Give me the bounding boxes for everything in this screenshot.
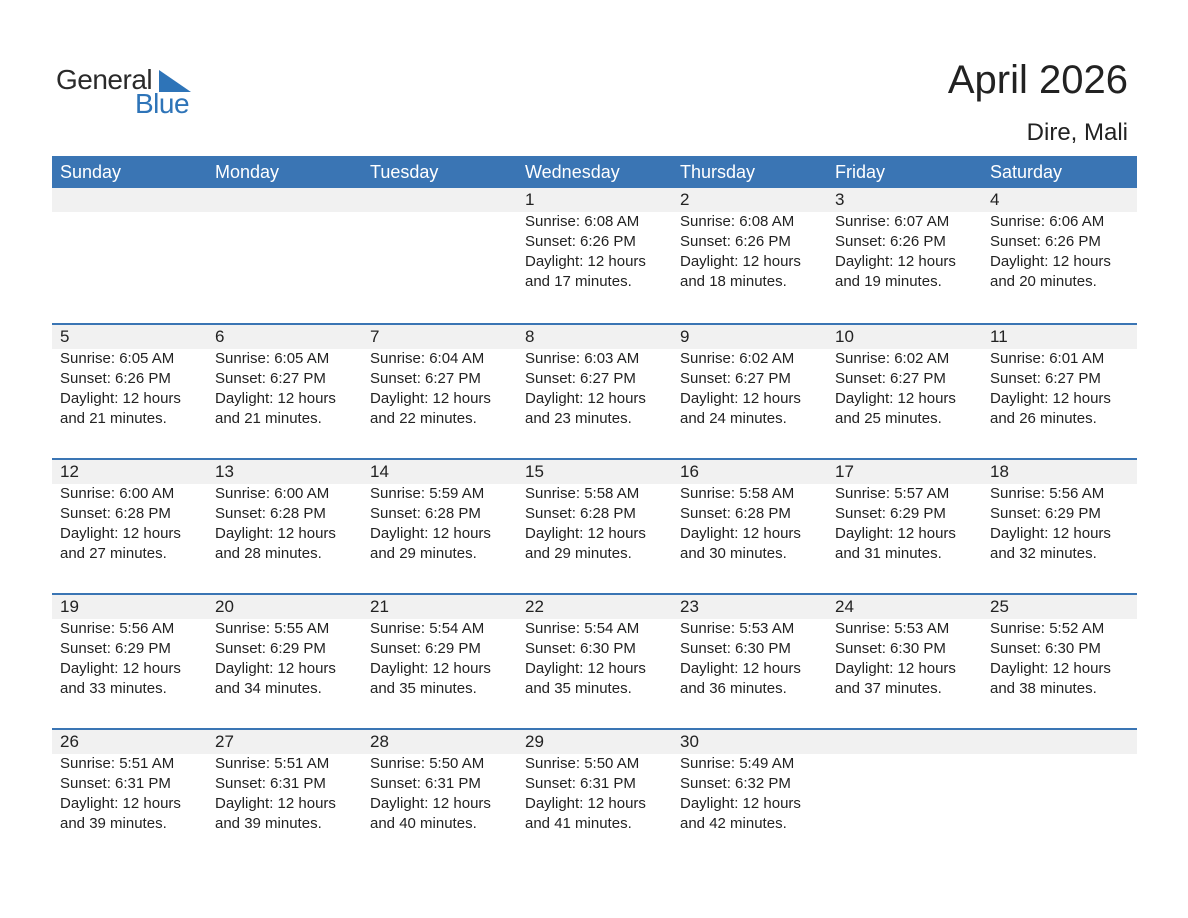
weekday-thursday: Thursday [680, 162, 756, 182]
day-cell [827, 188, 982, 292]
sunrise-text: Sunrise: 5:53 AM [680, 620, 795, 637]
sunrise-text: Sunrise: 6:07 AM [835, 213, 950, 230]
sunrise-text: Sunrise: 5:50 AM [370, 755, 485, 772]
sunset-text: Sunset: 6:27 PM [990, 370, 1101, 387]
daylight-minutes-text: and 41 minutes. [525, 815, 632, 832]
sunrise-text: Sunrise: 6:01 AM [990, 350, 1105, 367]
sunset-text: Sunset: 6:26 PM [525, 233, 636, 250]
day-number: 22 [525, 597, 544, 616]
empty-day-cell [982, 730, 1137, 834]
daylight-text: Daylight: 12 hours [370, 660, 491, 677]
daylight-text: Daylight: 12 hours [525, 390, 646, 407]
sunrise-text: Sunrise: 5:56 AM [990, 485, 1105, 502]
day-number: 10 [835, 327, 854, 346]
daylight-minutes-text: and 39 minutes. [60, 815, 167, 832]
sunset-text: Sunset: 6:29 PM [215, 640, 326, 657]
daylight-minutes-text: and 30 minutes. [680, 545, 787, 562]
sunrise-text: Sunrise: 5:50 AM [525, 755, 640, 772]
sunrise-text: Sunrise: 5:51 AM [215, 755, 330, 772]
weekday-saturday: Saturday [990, 162, 1063, 182]
week-row [52, 728, 1137, 863]
sunset-text: Sunset: 6:26 PM [60, 370, 171, 387]
daylight-text: Daylight: 12 hours [525, 795, 646, 812]
daylight-text: Daylight: 12 hours [60, 525, 181, 542]
sunrise-text: Sunrise: 6:03 AM [525, 350, 640, 367]
day-cell [207, 730, 362, 834]
sunrise-text: Sunrise: 6:06 AM [990, 213, 1105, 230]
daylight-minutes-text: and 42 minutes. [680, 815, 787, 832]
sunrise-text: Sunrise: 5:57 AM [835, 485, 950, 502]
week-days [52, 730, 1137, 834]
weekday-header [52, 156, 1137, 188]
sunrise-text: Sunrise: 5:54 AM [370, 620, 485, 637]
daylight-minutes-text: and 27 minutes. [60, 545, 167, 562]
day-number: 11 [990, 327, 1008, 346]
daylight-text: Daylight: 12 hours [990, 390, 1111, 407]
day-cell [362, 460, 517, 564]
day-number: 20 [215, 597, 234, 616]
day-cell [517, 460, 672, 564]
day-cell [207, 595, 362, 699]
sunset-text: Sunset: 6:26 PM [835, 233, 946, 250]
location-label: Dire, Mali [1026, 119, 1128, 146]
daylight-text: Daylight: 12 hours [525, 660, 646, 677]
sunset-text: Sunset: 6:29 PM [835, 505, 946, 522]
day-cell [362, 595, 517, 699]
sunrise-text: Sunrise: 6:05 AM [215, 350, 330, 367]
empty-day-cell [207, 188, 362, 292]
day-cell [207, 325, 362, 429]
sunset-text: Sunset: 6:32 PM [680, 775, 791, 792]
sunset-text: Sunset: 6:31 PM [370, 775, 481, 792]
week-row [52, 458, 1137, 593]
day-cell [827, 325, 982, 429]
daylight-minutes-text: and 39 minutes. [215, 815, 322, 832]
daylight-text: Daylight: 12 hours [525, 525, 646, 542]
day-number: 7 [370, 327, 380, 346]
day-number: 12 [60, 462, 79, 481]
daylight-minutes-text: and 28 minutes. [215, 545, 322, 562]
sunset-text: Sunset: 6:30 PM [680, 640, 791, 657]
sunset-text: Sunset: 6:31 PM [525, 775, 636, 792]
day-cell [672, 730, 827, 834]
sunset-text: Sunset: 6:28 PM [370, 505, 481, 522]
sunrise-text: Sunrise: 5:52 AM [990, 620, 1105, 637]
daylight-text: Daylight: 12 hours [990, 660, 1111, 677]
logo-text-blue: Blue [135, 88, 190, 119]
day-number: 18 [990, 462, 1009, 481]
weekday-sunday: Sunday [60, 162, 122, 182]
day-cell [517, 188, 672, 292]
daylight-minutes-text: and 34 minutes. [215, 680, 322, 697]
sunset-text: Sunset: 6:30 PM [525, 640, 636, 657]
sunrise-text: Sunrise: 5:54 AM [525, 620, 640, 637]
daylight-text: Daylight: 12 hours [680, 253, 801, 270]
day-cell [52, 460, 207, 564]
week-days [52, 325, 1137, 429]
day-number: 14 [370, 462, 389, 481]
daylight-text: Daylight: 12 hours [60, 795, 181, 812]
page-title: April 2026 [947, 58, 1128, 102]
day-number: 17 [835, 462, 854, 481]
day-number: 4 [990, 190, 1000, 209]
day-number: 6 [215, 327, 225, 346]
daylight-text: Daylight: 12 hours [835, 525, 956, 542]
sunrise-text: Sunrise: 5:49 AM [680, 755, 795, 772]
daylight-minutes-text: and 26 minutes. [990, 410, 1097, 427]
daylight-text: Daylight: 12 hours [680, 390, 801, 407]
daylight-minutes-text: and 40 minutes. [370, 815, 477, 832]
daylight-minutes-text: and 21 minutes. [215, 410, 322, 427]
day-number: 8 [525, 327, 535, 346]
daylight-text: Daylight: 12 hours [215, 660, 336, 677]
day-number: 28 [370, 732, 389, 751]
sunrise-text: Sunrise: 6:04 AM [370, 350, 485, 367]
daylight-text: Daylight: 12 hours [215, 390, 336, 407]
sunrise-text: Sunrise: 5:59 AM [370, 485, 485, 502]
day-cell [982, 460, 1137, 564]
day-cell [517, 595, 672, 699]
daylight-minutes-text: and 21 minutes. [60, 410, 167, 427]
sunset-text: Sunset: 6:31 PM [60, 775, 171, 792]
daylight-text: Daylight: 12 hours [835, 660, 956, 677]
weeks-container [52, 188, 1137, 863]
daylight-minutes-text: and 31 minutes. [835, 545, 942, 562]
sunset-text: Sunset: 6:29 PM [370, 640, 481, 657]
day-number: 26 [60, 732, 79, 751]
daylight-minutes-text: and 25 minutes. [835, 410, 942, 427]
day-cell [827, 460, 982, 564]
sunrise-text: Sunrise: 6:00 AM [60, 485, 175, 502]
daylight-minutes-text: and 23 minutes. [525, 410, 632, 427]
day-cell [517, 325, 672, 429]
daylight-minutes-text: and 35 minutes. [370, 680, 477, 697]
empty-day-cell [52, 188, 207, 292]
sunset-text: Sunset: 6:29 PM [60, 640, 171, 657]
day-number: 21 [370, 597, 389, 616]
sunset-text: Sunset: 6:28 PM [680, 505, 791, 522]
day-number: 13 [215, 462, 234, 481]
sunset-text: Sunset: 6:28 PM [525, 505, 636, 522]
day-cell [52, 325, 207, 429]
sunrise-text: Sunrise: 5:56 AM [60, 620, 175, 637]
sunrise-text: Sunrise: 6:02 AM [680, 350, 795, 367]
daylight-minutes-text: and 35 minutes. [525, 680, 632, 697]
day-cell [207, 460, 362, 564]
daylight-minutes-text: and 33 minutes. [60, 680, 167, 697]
sunrise-text: Sunrise: 5:53 AM [835, 620, 950, 637]
day-cell [672, 188, 827, 292]
weekday-tuesday: Tuesday [370, 162, 439, 182]
sunrise-text: Sunrise: 6:05 AM [60, 350, 175, 367]
daylight-text: Daylight: 12 hours [680, 525, 801, 542]
week-row [52, 188, 1137, 323]
day-cell [827, 595, 982, 699]
day-cell [672, 325, 827, 429]
sunset-text: Sunset: 6:28 PM [60, 505, 171, 522]
sunset-text: Sunset: 6:27 PM [680, 370, 791, 387]
daylight-minutes-text: and 36 minutes. [680, 680, 787, 697]
sunrise-text: Sunrise: 6:00 AM [215, 485, 330, 502]
sunrise-text: Sunrise: 6:08 AM [680, 213, 795, 230]
week-days [52, 460, 1137, 564]
day-number: 3 [835, 190, 845, 209]
day-number: 30 [680, 732, 699, 751]
week-row [52, 593, 1137, 728]
sunrise-text: Sunrise: 5:55 AM [215, 620, 330, 637]
daylight-text: Daylight: 12 hours [990, 253, 1111, 270]
day-number: 9 [680, 327, 690, 346]
daylight-minutes-text: and 29 minutes. [370, 545, 477, 562]
daylight-minutes-text: and 24 minutes. [680, 410, 787, 427]
day-number: 16 [680, 462, 699, 481]
daylight-text: Daylight: 12 hours [835, 390, 956, 407]
day-number: 24 [835, 597, 854, 616]
daylight-text: Daylight: 12 hours [680, 795, 801, 812]
sunrise-text: Sunrise: 6:02 AM [835, 350, 950, 367]
daylight-minutes-text: and 29 minutes. [525, 545, 632, 562]
day-cell [982, 325, 1137, 429]
daylight-minutes-text: and 19 minutes. [835, 273, 942, 290]
empty-day-cell [827, 730, 982, 834]
day-cell [672, 595, 827, 699]
sunset-text: Sunset: 6:30 PM [835, 640, 946, 657]
day-cell [52, 730, 207, 834]
daylight-text: Daylight: 12 hours [215, 525, 336, 542]
daylight-minutes-text: and 17 minutes. [525, 273, 632, 290]
day-number: 1 [525, 190, 535, 209]
sunset-text: Sunset: 6:27 PM [370, 370, 481, 387]
day-number: 25 [990, 597, 1009, 616]
sunset-text: Sunset: 6:26 PM [990, 233, 1101, 250]
weekday-friday: Friday [835, 162, 886, 182]
empty-day-cell [362, 188, 517, 292]
day-number: 29 [525, 732, 544, 751]
daylight-text: Daylight: 12 hours [60, 660, 181, 677]
daylight-minutes-text: and 20 minutes. [990, 273, 1097, 290]
week-days [52, 188, 1137, 292]
weekday-monday: Monday [215, 162, 280, 182]
daylight-text: Daylight: 12 hours [60, 390, 181, 407]
sunset-text: Sunset: 6:30 PM [990, 640, 1101, 657]
sunset-text: Sunset: 6:27 PM [215, 370, 326, 387]
daylight-minutes-text: and 38 minutes. [990, 680, 1097, 697]
daylight-text: Daylight: 12 hours [990, 525, 1111, 542]
day-cell [982, 188, 1137, 292]
daylight-text: Daylight: 12 hours [370, 795, 491, 812]
sunset-text: Sunset: 6:27 PM [835, 370, 946, 387]
day-cell [362, 325, 517, 429]
week-row [52, 323, 1137, 458]
daylight-text: Daylight: 12 hours [215, 795, 336, 812]
daylight-text: Daylight: 12 hours [525, 253, 646, 270]
day-cell [982, 595, 1137, 699]
day-number: 23 [680, 597, 699, 616]
daylight-minutes-text: and 18 minutes. [680, 273, 787, 290]
sunset-text: Sunset: 6:29 PM [990, 505, 1101, 522]
calendar-grid [52, 156, 1137, 863]
sunrise-text: Sunrise: 5:51 AM [60, 755, 175, 772]
weekday-wednesday: Wednesday [525, 162, 620, 182]
daylight-text: Daylight: 12 hours [370, 525, 491, 542]
day-number: 15 [525, 462, 544, 481]
sunrise-text: Sunrise: 6:08 AM [525, 213, 640, 230]
day-cell [517, 730, 672, 834]
sunset-text: Sunset: 6:26 PM [680, 233, 791, 250]
daylight-text: Daylight: 12 hours [680, 660, 801, 677]
sunset-text: Sunset: 6:28 PM [215, 505, 326, 522]
daylight-minutes-text: and 37 minutes. [835, 680, 942, 697]
daylight-minutes-text: and 22 minutes. [370, 410, 477, 427]
daylight-text: Daylight: 12 hours [835, 253, 956, 270]
daylight-minutes-text: and 32 minutes. [990, 545, 1097, 562]
sunrise-text: Sunrise: 5:58 AM [680, 485, 795, 502]
day-number: 5 [60, 327, 70, 346]
day-cell [52, 595, 207, 699]
day-cell [672, 460, 827, 564]
brand-logo [56, 64, 206, 120]
day-number: 2 [680, 190, 690, 209]
sunrise-text: Sunrise: 5:58 AM [525, 485, 640, 502]
sunset-text: Sunset: 6:31 PM [215, 775, 326, 792]
daylight-text: Daylight: 12 hours [370, 390, 491, 407]
day-number: 27 [215, 732, 234, 751]
week-days [52, 595, 1137, 699]
sunset-text: Sunset: 6:27 PM [525, 370, 636, 387]
day-number: 19 [60, 597, 79, 616]
logo-text-general: General [56, 64, 153, 95]
day-cell [362, 730, 517, 834]
